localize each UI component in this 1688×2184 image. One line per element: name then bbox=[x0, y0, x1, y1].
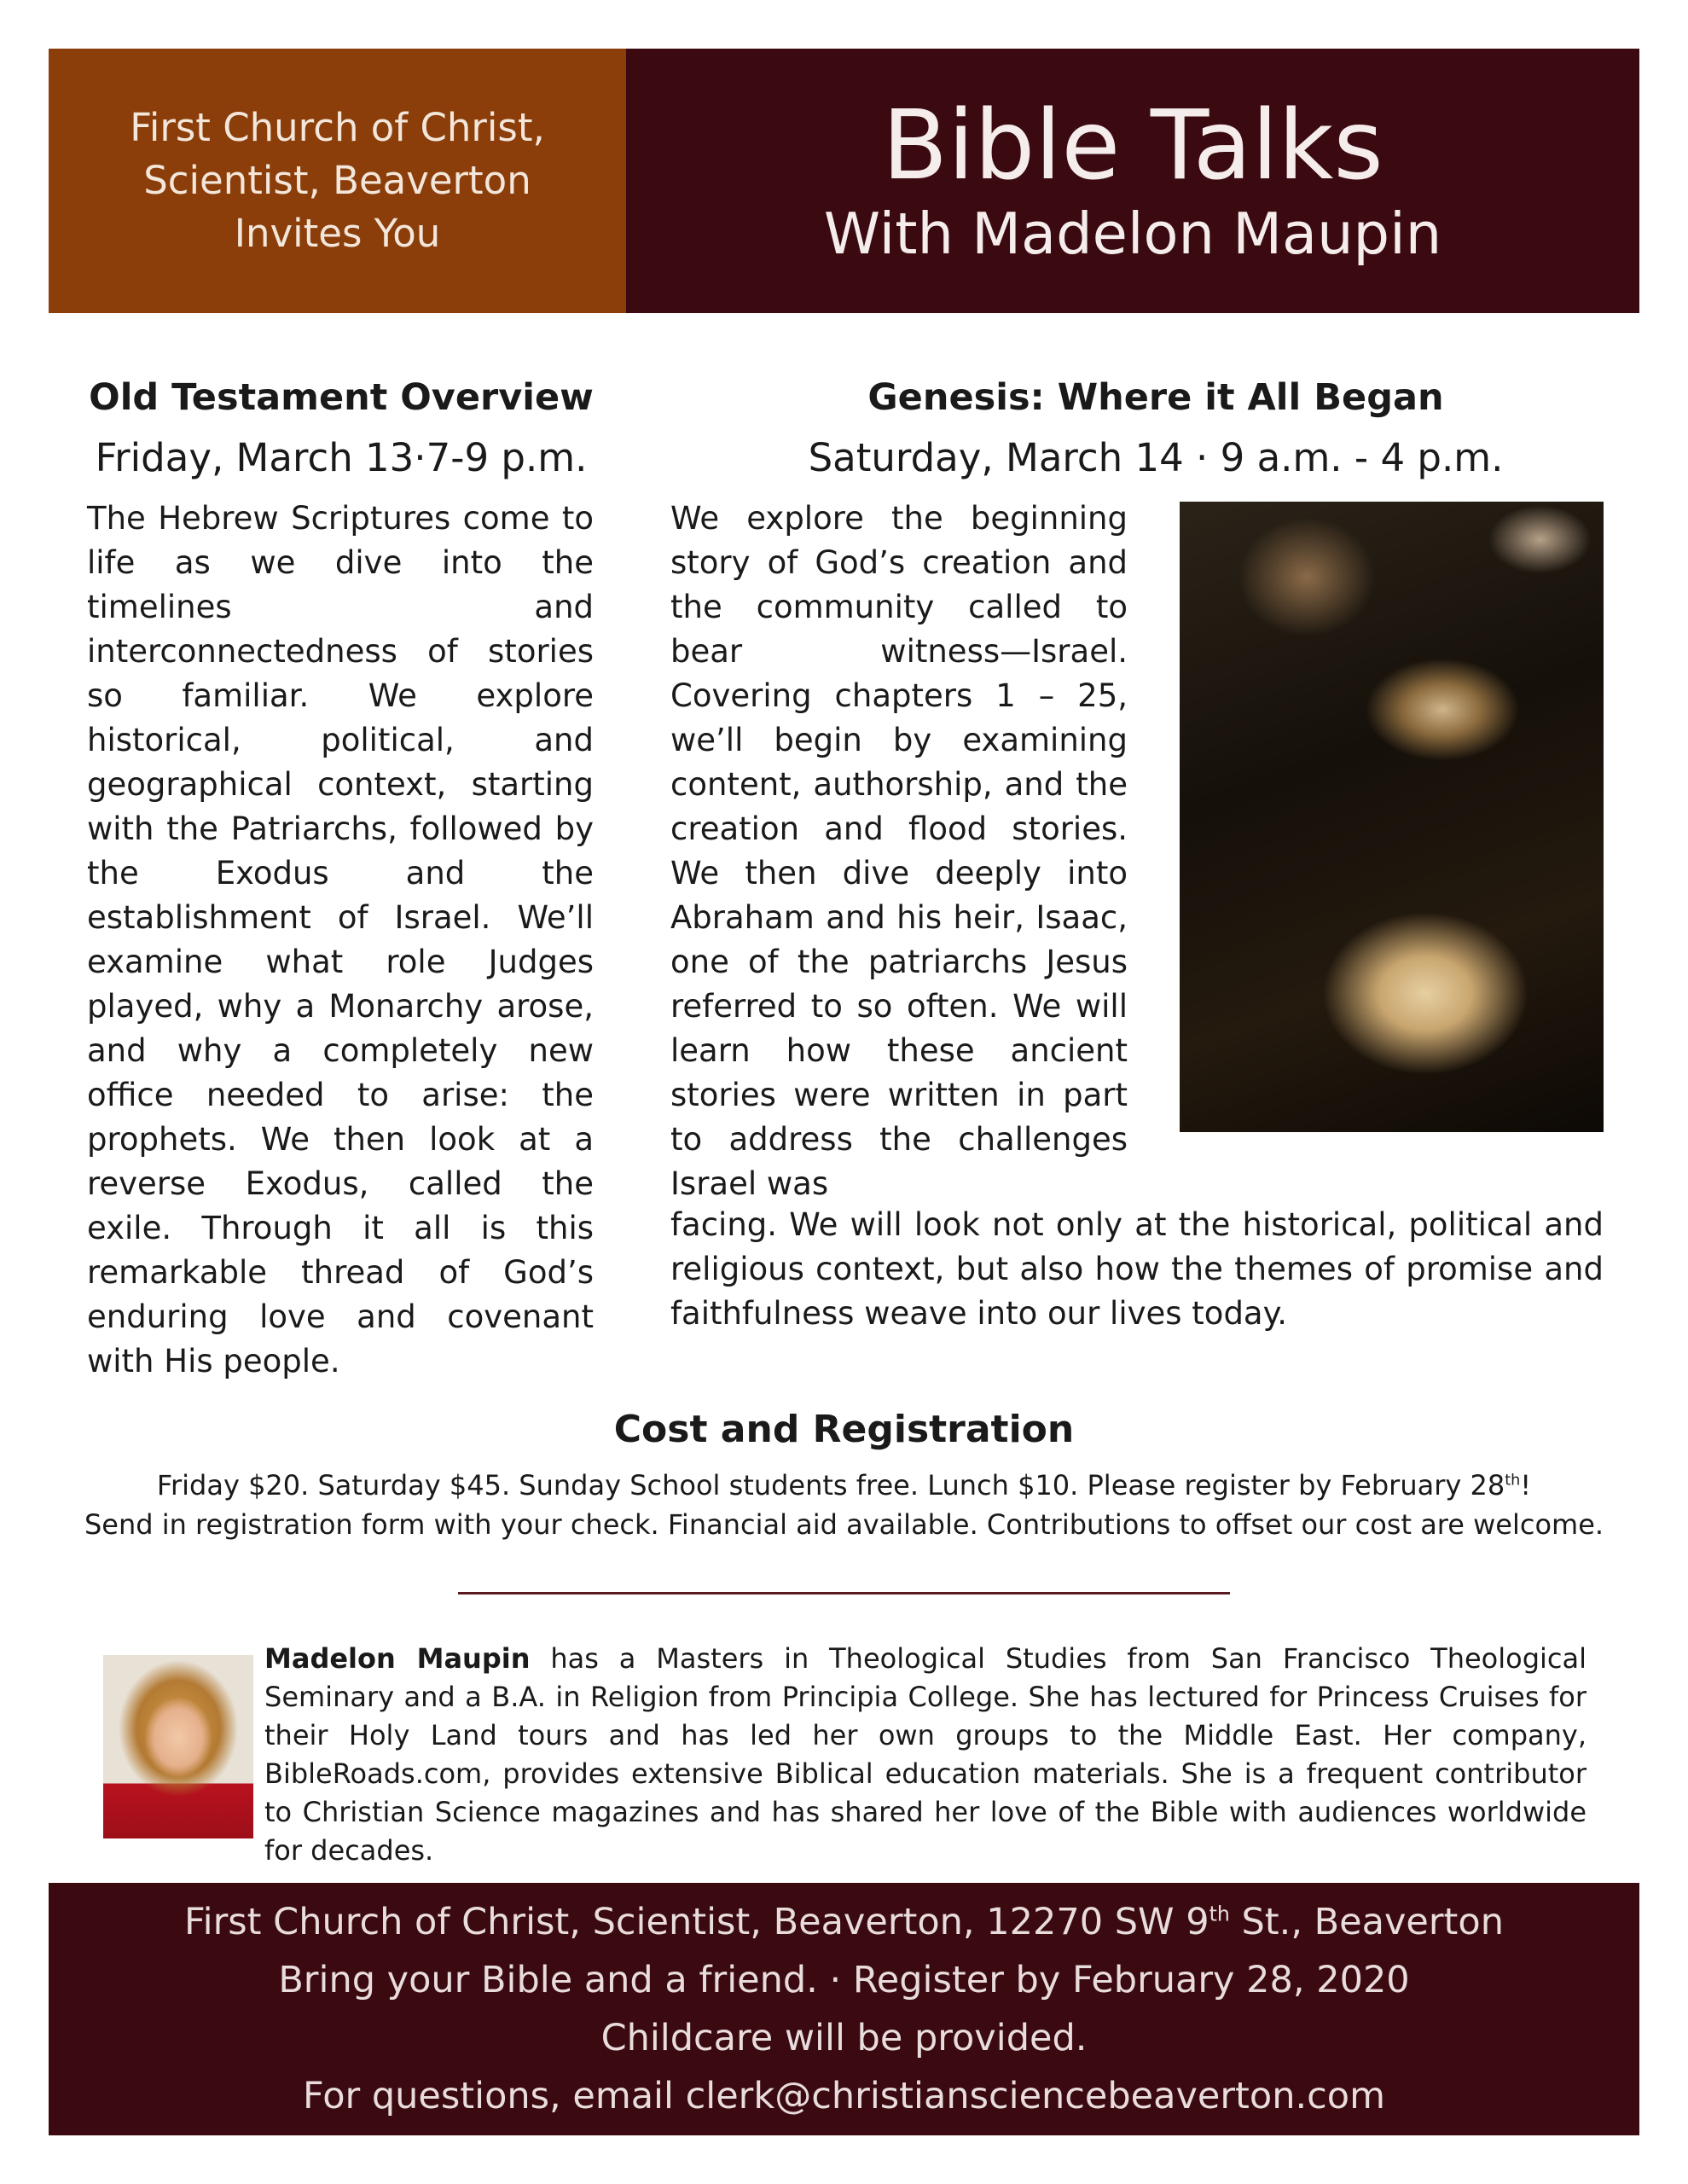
right-session-description-wrapped-text: We explore the beginning story of God’s creation and the community called to bear witness—Israel. Covering chapters 1 – 25, we’ll begin by examining content, authorship, and the creation and flood stories. We then dive deeply into Abraham and his heir, Isaac, one of the patriarchs Jesus referred to so often. We will learn how these ancient stories were written in part to address the challenges Israel was bbox=[670, 500, 1128, 1202]
speaker-photo bbox=[103, 1655, 253, 1838]
left-session-description bbox=[87, 497, 594, 1384]
footer-register: Bring your Bible and a friend. · Register by February 28, 2020 bbox=[278, 1959, 1410, 2001]
footer-banner bbox=[49, 1883, 1639, 2135]
footer-address-sup: th bbox=[1209, 1902, 1230, 1926]
footer-address-text: First Church of Christ, Scientist, Beaverton, 12270 SW 9 bbox=[184, 1901, 1209, 1943]
cost-line-1-sup: th bbox=[1505, 1472, 1521, 1490]
cost-heading: Cost and Registration bbox=[613, 1408, 1075, 1451]
section-divider bbox=[458, 1592, 1230, 1594]
title-banner bbox=[626, 49, 1639, 313]
right-session-description-full-text: facing. We will look not only at the historical, political and religious context, but also how the themes of promise and faithfulness weave into our lives today. bbox=[670, 1206, 1604, 1332]
cost-line-1 bbox=[49, 1466, 1639, 1505]
host-line-2: Scientist, Beaverton bbox=[143, 158, 531, 203]
footer-address-end: St., Beaverton bbox=[1229, 1901, 1504, 1943]
page-subtitle: With Madelon Maupin bbox=[823, 200, 1442, 267]
host-line-3: Invites You bbox=[234, 211, 441, 256]
speaker-bio-text: has a Masters in Theological Studies from San Francisco Theological Seminary and a B.A. in Religion from Principia College. She has lectured for Princess Cruises for their Holy Land tours and has led her own groups to the Middle East. Her company, BibleRoads.com, provides extensive Biblical education materials. She is a frequent contributor to Christian Science magazines and has shared her love of the Bible with audiences worldwide for decades. bbox=[264, 1642, 1587, 1867]
speaker-bio bbox=[264, 1640, 1586, 1870]
host-banner bbox=[49, 49, 626, 313]
page-title: Bible Talks bbox=[882, 90, 1383, 201]
footer-childcare: Childcare will be provided. bbox=[600, 2017, 1088, 2059]
cost-line-1-text: Friday $20. Saturday $45. Sunday School students free. Lunch $10. Please register by February 28 bbox=[156, 1469, 1505, 1502]
cost-line-1-end: ! bbox=[1520, 1469, 1532, 1502]
left-session-heading: Old Testament Overview bbox=[89, 376, 594, 419]
right-session-description-full bbox=[670, 1203, 1604, 1336]
right-session-description-wrapped bbox=[670, 497, 1128, 1206]
footer-address bbox=[184, 1893, 1504, 1951]
left-session-description-text: The Hebrew Scriptures come to life as we dive into the timelines and interconnectedness of stories so familiar. We explore historical, political, and geographical context, starting with the Patriarchs, followed by the Exodus and the establishment of Israel. We’ll examine what role Judges played, why a Monarchy arose, and why a completely new office needed to arise: the prophets. We then look at a reverse Exodus, called the exile. Through it all is this remarkable thread of God’s enduring love and covenant with His people. bbox=[87, 500, 594, 1380]
footer-contact: For questions, email clerk@christiansciencebeaverton.com bbox=[303, 2075, 1385, 2117]
speaker-name: Madelon Maupin bbox=[264, 1642, 531, 1675]
cost-line-2: Send in registration form with your check. Financial aid available. Contributions to offset our cost are welcome. bbox=[84, 1508, 1604, 1541]
rembrandt-painting-image bbox=[1180, 502, 1604, 1132]
left-session-date: Friday, March 13·7-9 p.m. bbox=[95, 435, 588, 480]
right-session-date: Saturday, March 14 · 9 a.m. - 4 p.m. bbox=[808, 435, 1504, 480]
right-session-heading: Genesis: Where it All Began bbox=[867, 376, 1444, 419]
host-line-1: First Church of Christ, bbox=[130, 105, 545, 150]
